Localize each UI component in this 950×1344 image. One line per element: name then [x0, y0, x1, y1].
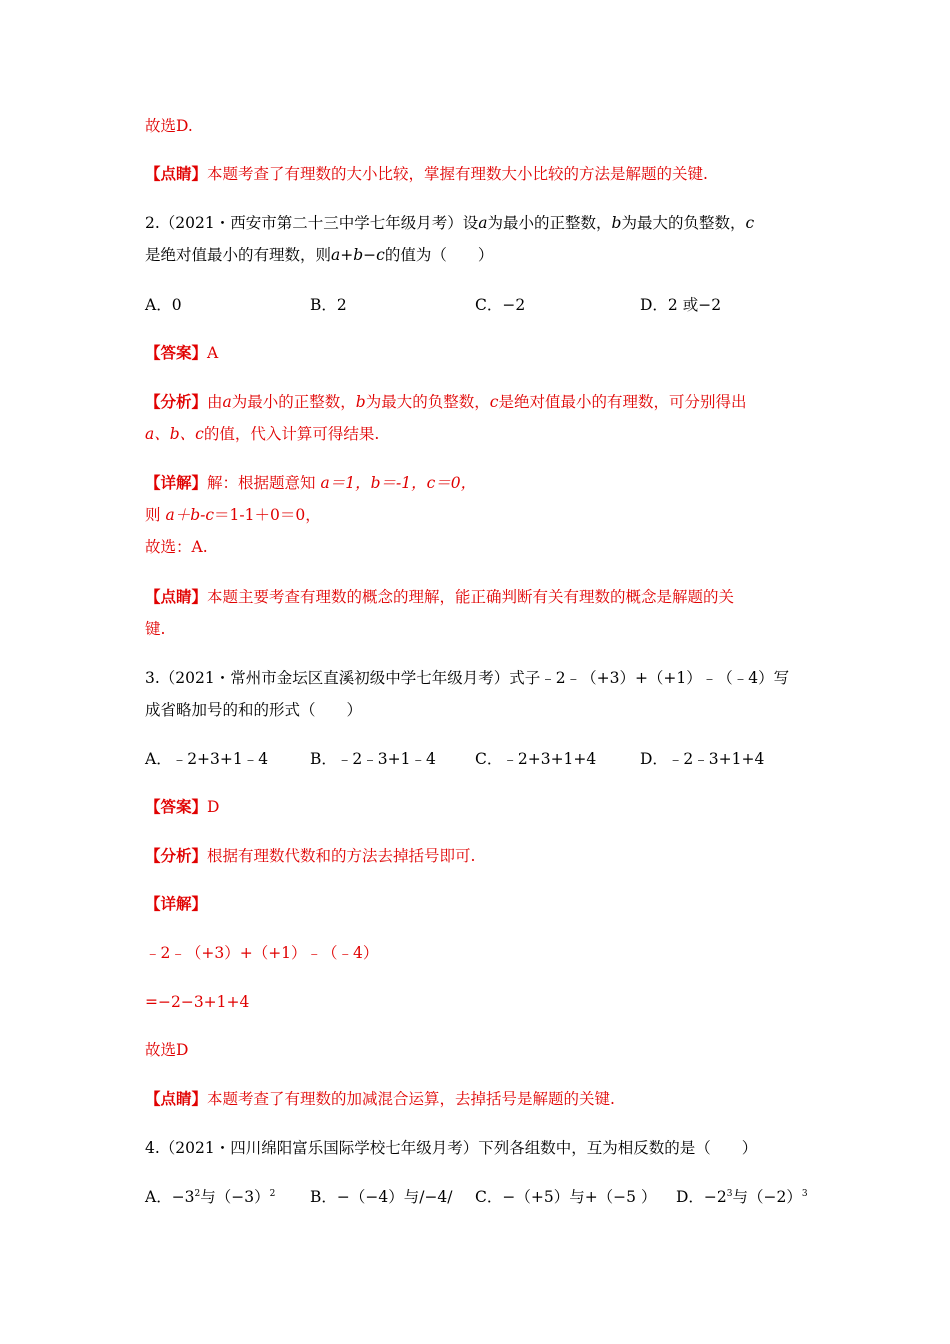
q3-option-a: A．﹣2+3+1﹣4: [145, 750, 269, 768]
q2-option-a: A．0: [145, 296, 182, 314]
q2-option-b: B．2: [310, 296, 347, 314]
q3-stem-line2: 成省略加号的和的形式（ ）: [145, 701, 363, 719]
q4-option-d: D．$-2^3$与$(-2)^3$: [676, 1188, 808, 1206]
q2-detail-line3: 故选：A.: [145, 538, 208, 556]
q2-comment-line1: 【点睛】本题主要考查有理数的概念的理解，能正确判断有关有理数的概念是解题的关: [145, 587, 735, 606]
q2-analysis-line2: a、b、c的值，代入计算可得结果.: [145, 425, 380, 443]
q3-option-d: D．﹣2﹣3+1+4: [640, 750, 765, 768]
q4-option-c: C．−（+5）与+（−5 ）: [475, 1188, 657, 1206]
q3-option-b: B．﹣2﹣3+1﹣4: [310, 750, 436, 768]
q4-option-b: B．−（−4）与/−4/: [310, 1188, 453, 1206]
q2-analysis-line1: 【分析】由a为最小的正整数，b为最大的负整数，c是绝对值最小的有理数，可分别得出: [145, 392, 747, 411]
conclusion-line: 故选D.: [145, 117, 193, 135]
q3-detail-line1: ﹣2﹣（+3）+（+1）﹣（﹣4）: [145, 944, 379, 962]
q2-answer: 【答案】A: [145, 343, 219, 362]
q2-option-d: D．2 或−2: [640, 296, 722, 314]
q2-detail-line1: 【详解】解：根据题意知 a＝1，b＝-1，c＝0，: [145, 473, 477, 492]
q3-detail-line3: 故选D: [145, 1041, 189, 1059]
comment-tag: 【点睛】: [145, 164, 208, 183]
q3-option-c: C．﹣2+3+1+4: [475, 750, 597, 768]
q2-comment-line2: 键.: [145, 620, 166, 638]
comment-line: 【点睛】本题考查了有理数的大小比较，掌握有理数大小比较的方法是解题的关键.: [145, 164, 708, 183]
q4-stem: 4.（2021・四川绵阳富乐国际学校七年级月考）下列各组数中，互为相反数的是（ ）: [145, 1139, 758, 1157]
q4-option-a: A．$-3^2$与$(-3)^2$: [145, 1188, 276, 1206]
q2-detail-line2: 则 a＋b-c＝1-1＋0＝0，: [145, 506, 321, 524]
q3-comment: 【点睛】本题考查了有理数的加减混合运算，去掉括号是解题的关键.: [145, 1089, 615, 1108]
q2-stem-line1: 2.（2021・西安市第二十三中学七年级月考）设a为最小的正整数，b为最大的负整数，c: [145, 214, 755, 232]
q2-stem-line2: 是绝对值最小的有理数，则a+b−c的值为（ ）: [145, 246, 494, 264]
q2-option-c: C．−2: [475, 296, 526, 314]
q3-answer: 【答案】D: [145, 797, 220, 816]
q3-detail-tag: 【详解】: [145, 894, 208, 913]
q3-stem-line1: 3.（2021・常州市金坛区直溪初级中学七年级月考）式子﹣2﹣（+3）+（+1）﹣（﹣4）写: [145, 669, 790, 687]
q3-analysis: 【分析】根据有理数代数和的方法去掉括号即可.: [145, 846, 476, 865]
q3-detail-line2: =−2−3+1+4: [145, 993, 250, 1011]
